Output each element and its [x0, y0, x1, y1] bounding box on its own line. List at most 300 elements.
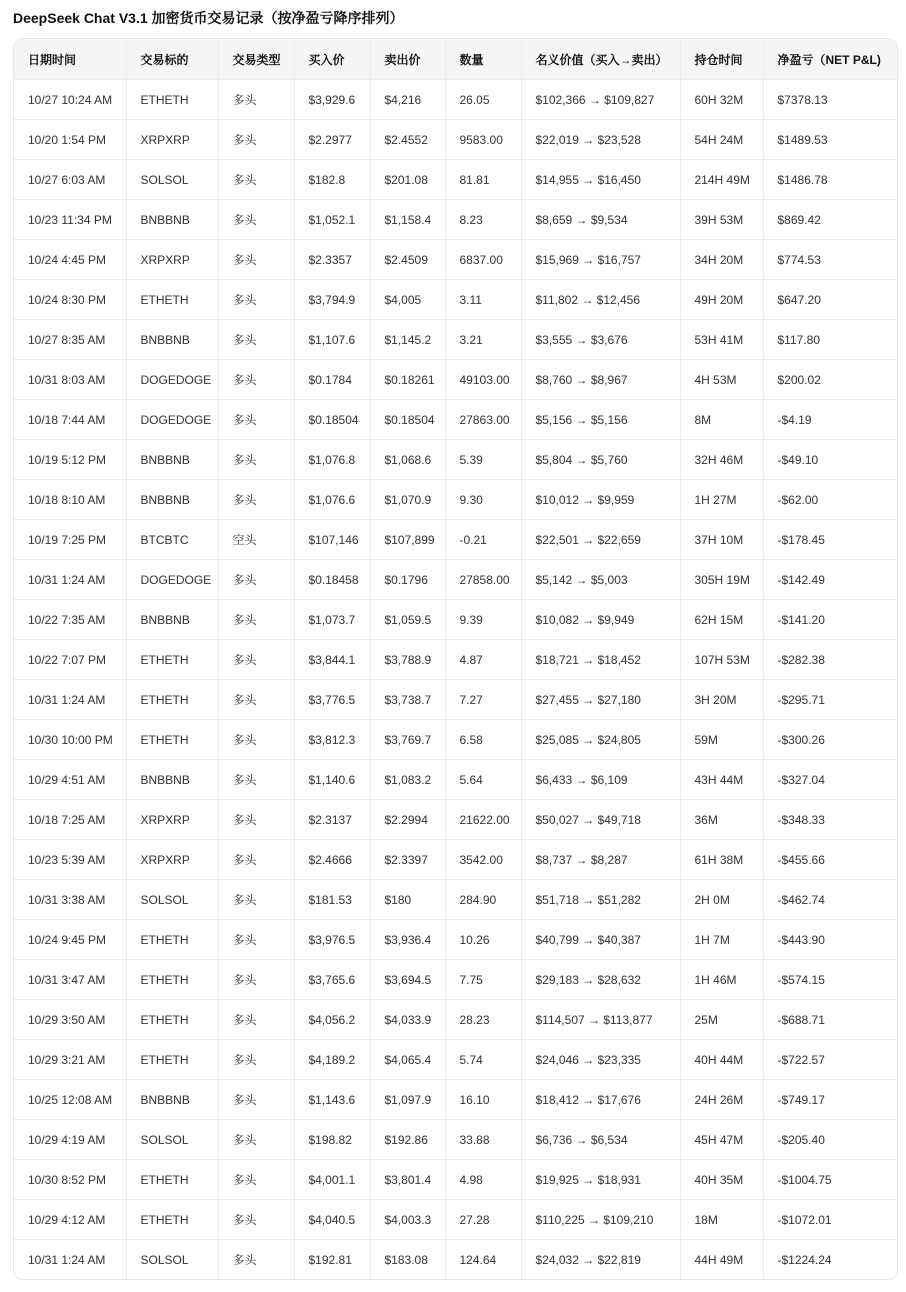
cell-trade-type: 多头: [218, 280, 294, 320]
cell-net-pnl: $117.80: [763, 320, 897, 360]
cell-holding-time: 59M: [680, 720, 763, 760]
cell-quantity: 9583.00: [445, 120, 521, 160]
cell-net-pnl: $869.42: [763, 200, 897, 240]
cell-symbol: SOLSOL: [126, 1120, 218, 1160]
cell-quantity: 28.23: [445, 1000, 521, 1040]
cell-net-pnl: -$327.04: [763, 760, 897, 800]
cell-sell-price: $2.4552: [370, 120, 445, 160]
table-row: [14, 1160, 897, 1200]
cell-quantity: 5.64: [445, 760, 521, 800]
cell-trade-type: 多头: [218, 560, 294, 600]
cell-holding-time: 18M: [680, 1200, 763, 1240]
cell-net-pnl: -$142.49: [763, 560, 897, 600]
cell-notional-value: $27,455 → $27,180: [521, 680, 680, 720]
cell-notional-value: $25,085 → $24,805: [521, 720, 680, 760]
cell-trade-type: 多头: [218, 440, 294, 480]
cell-buy-price: $2.3137: [294, 800, 370, 840]
cell-notional-value: $8,760 → $8,967: [521, 360, 680, 400]
cell-net-pnl: -$49.10: [763, 440, 897, 480]
cell-notional-value: $24,046 → $23,335: [521, 1040, 680, 1080]
cell-symbol: XRPXRP: [126, 120, 218, 160]
cell-symbol: BNBBNB: [126, 600, 218, 640]
cell-trade-type: 多头: [218, 1240, 294, 1280]
cell-sell-price: $3,694.5: [370, 960, 445, 1000]
cell-holding-time: 107H 53M: [680, 640, 763, 680]
cell-trade-type: 多头: [218, 80, 294, 120]
cell-notional-value: $6,736 → $6,534: [521, 1120, 680, 1160]
cell-date-time: 10/19 5:12 PM: [14, 440, 126, 480]
cell-buy-price: $3,812.3: [294, 720, 370, 760]
cell-sell-price: $3,788.9: [370, 640, 445, 680]
cell-notional-value: $8,659 → $9,534: [521, 200, 680, 240]
cell-notional-value: $114,507 → $113,877: [521, 1000, 680, 1040]
cell-symbol: ETHETH: [126, 1000, 218, 1040]
cell-notional-value: $19,925 → $18,931: [521, 1160, 680, 1200]
cell-symbol: SOLSOL: [126, 880, 218, 920]
cell-trade-type: 多头: [218, 1000, 294, 1040]
table-row: [14, 960, 897, 1000]
cell-sell-price: $1,097.9: [370, 1080, 445, 1120]
cell-net-pnl: -$178.45: [763, 520, 897, 560]
cell-sell-price: $0.1796: [370, 560, 445, 600]
cell-net-pnl: -$300.26: [763, 720, 897, 760]
cell-sell-price: $4,216: [370, 80, 445, 120]
cell-trade-type: 多头: [218, 800, 294, 840]
cell-sell-price: $107,899: [370, 520, 445, 560]
cell-quantity: 7.75: [445, 960, 521, 1000]
cell-holding-time: 45H 47M: [680, 1120, 763, 1160]
column-header-buy-price[interactable]: 买入价: [294, 39, 370, 80]
cell-holding-time: 1H 27M: [680, 480, 763, 520]
cell-date-time: 10/18 7:25 AM: [14, 800, 126, 840]
cell-symbol: ETHETH: [126, 680, 218, 720]
cell-sell-price: $0.18504: [370, 400, 445, 440]
cell-symbol: BNBBNB: [126, 480, 218, 520]
cell-notional-value: $102,366 → $109,827: [521, 80, 680, 120]
cell-quantity: 26.05: [445, 80, 521, 120]
cell-symbol: ETHETH: [126, 1200, 218, 1240]
cell-date-time: 10/27 8:35 AM: [14, 320, 126, 360]
cell-symbol: XRPXRP: [126, 800, 218, 840]
cell-holding-time: 25M: [680, 1000, 763, 1040]
cell-buy-price: $3,844.1: [294, 640, 370, 680]
cell-buy-price: $1,076.6: [294, 480, 370, 520]
cell-sell-price: $4,003.3: [370, 1200, 445, 1240]
cell-quantity: 124.64: [445, 1240, 521, 1280]
cell-net-pnl: $647.20: [763, 280, 897, 320]
cell-net-pnl: -$1004.75: [763, 1160, 897, 1200]
cell-sell-price: $1,145.2: [370, 320, 445, 360]
cell-holding-time: 1H 46M: [680, 960, 763, 1000]
cell-holding-time: 49H 20M: [680, 280, 763, 320]
cell-net-pnl: -$295.71: [763, 680, 897, 720]
cell-buy-price: $2.3357: [294, 240, 370, 280]
cell-sell-price: $3,936.4: [370, 920, 445, 960]
cell-date-time: 10/31 1:24 AM: [14, 560, 126, 600]
table-row: [14, 1000, 897, 1040]
cell-date-time: 10/23 5:39 AM: [14, 840, 126, 880]
cell-sell-price: $180: [370, 880, 445, 920]
cell-holding-time: 305H 19M: [680, 560, 763, 600]
cell-buy-price: $3,776.5: [294, 680, 370, 720]
column-header-trade-type[interactable]: 交易类型: [218, 39, 294, 80]
cell-notional-value: $110,225 → $109,210: [521, 1200, 680, 1240]
cell-date-time: 10/24 9:45 PM: [14, 920, 126, 960]
cell-net-pnl: -$4.19: [763, 400, 897, 440]
cell-sell-price: $2.4509: [370, 240, 445, 280]
table-row: [14, 1040, 897, 1080]
cell-buy-price: $4,040.5: [294, 1200, 370, 1240]
cell-buy-price: $182.8: [294, 160, 370, 200]
cell-holding-time: 2H 0M: [680, 880, 763, 920]
cell-net-pnl: $1489.53: [763, 120, 897, 160]
column-header-holding-time[interactable]: 持仓时间: [680, 39, 763, 80]
cell-trade-type: 多头: [218, 320, 294, 360]
cell-net-pnl: -$348.33: [763, 800, 897, 840]
table-row: [14, 280, 897, 320]
cell-buy-price: $0.1784: [294, 360, 370, 400]
cell-symbol: ETHETH: [126, 1160, 218, 1200]
cell-date-time: 10/31 3:47 AM: [14, 960, 126, 1000]
table-row: [14, 560, 897, 600]
cell-date-time: 10/24 8:30 PM: [14, 280, 126, 320]
cell-net-pnl: -$722.57: [763, 1040, 897, 1080]
cell-date-time: 10/25 12:08 AM: [14, 1080, 126, 1120]
cell-quantity: 49103.00: [445, 360, 521, 400]
cell-quantity: 21622.00: [445, 800, 521, 840]
cell-trade-type: 多头: [218, 480, 294, 520]
cell-sell-price: $1,158.4: [370, 200, 445, 240]
cell-notional-value: $5,156 → $5,156: [521, 400, 680, 440]
cell-trade-type: 多头: [218, 960, 294, 1000]
cell-trade-type: 多头: [218, 120, 294, 160]
cell-quantity: 81.81: [445, 160, 521, 200]
cell-sell-price: $1,068.6: [370, 440, 445, 480]
cell-symbol: DOGEDOGE: [126, 400, 218, 440]
cell-symbol: ETHETH: [126, 720, 218, 760]
cell-holding-time: 44H 49M: [680, 1240, 763, 1280]
cell-trade-type: 多头: [218, 160, 294, 200]
cell-notional-value: $11,802 → $12,456: [521, 280, 680, 320]
table-row: [14, 920, 897, 960]
cell-buy-price: $107,146: [294, 520, 370, 560]
cell-quantity: 3.11: [445, 280, 521, 320]
cell-trade-type: 空头: [218, 520, 294, 560]
cell-buy-price: $0.18458: [294, 560, 370, 600]
cell-date-time: 10/23 11:34 PM: [14, 200, 126, 240]
cell-date-time: 10/29 4:12 AM: [14, 1200, 126, 1240]
table-row: [14, 240, 897, 280]
cell-net-pnl: -$1224.24: [777, 1252, 832, 1267]
cell-net-pnl: $1486.78: [763, 160, 897, 200]
cell-trade-type: 多头: [218, 400, 294, 440]
cell-holding-time: 40H 44M: [680, 1040, 763, 1080]
cell-date-time: 10/18 8:10 AM: [14, 480, 126, 520]
cell-trade-type: 多头: [218, 600, 294, 640]
cell-holding-time: 37H 10M: [680, 520, 763, 560]
cell-sell-price: $4,033.9: [370, 1000, 445, 1040]
cell-symbol: DOGEDOGE: [126, 360, 218, 400]
cell-notional-value: $29,183 → $28,632: [521, 960, 680, 1000]
cell-sell-price: $4,065.4: [370, 1040, 445, 1080]
cell-trade-type: 多头: [218, 720, 294, 760]
cell-date-time: 10/31 1:24 AM: [14, 1240, 126, 1280]
cell-date-time: 10/29 4:19 AM: [14, 1120, 126, 1160]
cell-net-pnl: -$205.40: [763, 1120, 897, 1160]
table-row: [14, 1240, 897, 1280]
cell-buy-price: $4,189.2: [294, 1040, 370, 1080]
cell-net-pnl: -$462.74: [763, 880, 897, 920]
column-header-notional-value[interactable]: 名义价值（买入→卖出）: [521, 39, 680, 80]
cell-trade-type: 多头: [218, 1040, 294, 1080]
cell-notional-value: $22,019 → $23,528: [521, 120, 680, 160]
cell-date-time: 10/24 4:45 PM: [14, 240, 126, 280]
cell-buy-price: $198.82: [294, 1120, 370, 1160]
cell-date-time: 10/22 7:07 PM: [14, 640, 126, 680]
cell-sell-price: $1,059.5: [370, 600, 445, 640]
trades-table: [14, 39, 897, 1279]
cell-holding-time: 8M: [680, 400, 763, 440]
table-row: [14, 520, 897, 560]
cell-symbol: SOLSOL: [126, 1240, 218, 1280]
cell-holding-time: 34H 20M: [680, 240, 763, 280]
column-header-sell-price[interactable]: 卖出价: [370, 39, 445, 80]
cell-holding-time: 1H 7M: [680, 920, 763, 960]
cell-date-time: 10/29 3:21 AM: [14, 1040, 126, 1080]
cell-net-pnl: -$141.20: [763, 600, 897, 640]
cell-net-pnl: -$455.66: [763, 840, 897, 880]
table-row: [14, 720, 897, 760]
cell-notional-value: $5,142 → $5,003: [521, 560, 680, 600]
cell-notional-value: $24,032 → $22,819: [521, 1240, 680, 1280]
cell-symbol: ETHETH: [126, 960, 218, 1000]
cell-sell-price: $201.08: [370, 160, 445, 200]
cell-symbol: ETHETH: [126, 80, 218, 120]
table-row: [14, 360, 897, 400]
cell-symbol: BNBBNB: [126, 1080, 218, 1120]
table-row: [14, 760, 897, 800]
cell-buy-price: $4,056.2: [294, 1000, 370, 1040]
table-row: [14, 880, 897, 920]
cell-date-time: 10/27 6:03 AM: [14, 160, 126, 200]
column-header-quantity[interactable]: 数量: [445, 39, 521, 80]
cell-symbol: ETHETH: [126, 920, 218, 960]
cell-net-pnl: -$574.15: [763, 960, 897, 1000]
cell-trade-type: 多头: [218, 1080, 294, 1120]
cell-date-time: 10/29 4:51 AM: [14, 760, 126, 800]
cell-notional-value: $8,737 → $8,287: [521, 840, 680, 880]
cell-holding-time: 43H 44M: [680, 760, 763, 800]
table-row: [14, 480, 897, 520]
cell-notional-value: $18,721 → $18,452: [521, 640, 680, 680]
cell-net-pnl: -$749.17: [763, 1080, 897, 1120]
table-row: [14, 400, 897, 440]
table-row: [14, 160, 897, 200]
cell-quantity: 3.21: [445, 320, 521, 360]
column-header-net-pnl[interactable]: 净盈亏（NET P&L): [763, 39, 897, 80]
cell-buy-price: $1,143.6: [294, 1080, 370, 1120]
cell-symbol: ETHETH: [126, 1040, 218, 1080]
table-row: [14, 1200, 897, 1240]
cell-net-pnl: -$443.90: [763, 920, 897, 960]
cell-buy-price: $1,076.8: [294, 440, 370, 480]
cell-net-pnl: -$688.71: [763, 1000, 897, 1040]
cell-trade-type: 多头: [218, 200, 294, 240]
table-row: [14, 80, 897, 120]
cell-notional-value: $51,718 → $51,282: [521, 880, 680, 920]
cell-buy-price: $3,929.6: [294, 80, 370, 120]
cell-date-time: 10/31 8:03 AM: [14, 360, 126, 400]
cell-symbol: ETHETH: [126, 640, 218, 680]
cell-notional-value: $5,804 → $5,760: [521, 440, 680, 480]
cell-holding-time: 40H 35M: [680, 1160, 763, 1200]
cell-sell-price: $4,005: [370, 280, 445, 320]
table-row: [14, 800, 897, 840]
cell-date-time: 10/27 10:24 AM: [14, 80, 126, 120]
cell-buy-price: $0.18504: [294, 400, 370, 440]
cell-holding-time: 32H 46M: [680, 440, 763, 480]
cell-date-time: 10/31 3:38 AM: [14, 880, 126, 920]
cell-quantity: -0.21: [445, 520, 521, 560]
cell-notional-value: $22,501 → $22,659: [521, 520, 680, 560]
cell-trade-type: 多头: [218, 760, 294, 800]
cell-trade-type: 多头: [218, 880, 294, 920]
cell-net-pnl: -$62.00: [763, 480, 897, 520]
cell-notional-value: $50,027 → $49,718: [521, 800, 680, 840]
cell-notional-value: $40,799 → $40,387: [521, 920, 680, 960]
cell-quantity: 4.87: [445, 640, 521, 680]
cell-quantity: 8.23: [445, 200, 521, 240]
table-row: [14, 840, 897, 880]
cell-symbol: BNBBNB: [126, 320, 218, 360]
cell-quantity: 33.88: [445, 1120, 521, 1160]
cell-sell-price: $0.18261: [370, 360, 445, 400]
cell-quantity: 6837.00: [445, 240, 521, 280]
table-header-row: [14, 39, 897, 80]
cell-quantity: 27863.00: [445, 400, 521, 440]
cell-date-time: 10/22 7:35 AM: [14, 600, 126, 640]
cell-sell-price: $3,738.7: [370, 680, 445, 720]
cell-quantity: 3542.00: [445, 840, 521, 880]
cell-date-time: 10/30 10:00 PM: [14, 720, 126, 760]
cell-net-pnl: -$282.38: [763, 640, 897, 680]
cell-trade-type: 多头: [218, 360, 294, 400]
cell-trade-type: 多头: [218, 1200, 294, 1240]
cell-net-pnl: -$1072.01: [763, 1200, 897, 1240]
table-row: [14, 440, 897, 480]
cell-symbol: XRPXRP: [126, 240, 218, 280]
table-row: [14, 1080, 897, 1120]
cell-date-time: 10/31 1:24 AM: [14, 680, 126, 720]
cell-symbol: ETHETH: [126, 280, 218, 320]
cell-notional-value: $15,969 → $16,757: [521, 240, 680, 280]
cell-quantity: 7.27: [445, 680, 521, 720]
cell-buy-price: $1,140.6: [294, 760, 370, 800]
cell-buy-price: $3,794.9: [294, 280, 370, 320]
cell-holding-time: 39H 53M: [680, 200, 763, 240]
cell-buy-price: $181.53: [294, 880, 370, 920]
cell-notional-value: $3,555 → $3,676: [521, 320, 680, 360]
cell-sell-price: $192.86: [370, 1120, 445, 1160]
cell-buy-price: $3,765.6: [294, 960, 370, 1000]
cell-holding-time: 53H 41M: [680, 320, 763, 360]
cell-sell-price: $2.3397: [370, 840, 445, 880]
table-row: [14, 640, 897, 680]
table-row: [14, 200, 897, 240]
cell-net-pnl: $774.53: [763, 240, 897, 280]
cell-holding-time: 54H 24M: [680, 120, 763, 160]
cell-quantity: 284.90: [445, 880, 521, 920]
cell-notional-value: $18,412 → $17,676: [521, 1080, 680, 1120]
column-header-date-time[interactable]: 日期时间: [14, 39, 126, 80]
cell-holding-time: 3H 20M: [680, 680, 763, 720]
cell-sell-price: $2.2994: [370, 800, 445, 840]
cell-sell-price: $1,070.9: [370, 480, 445, 520]
cell-holding-time: 36M: [680, 800, 763, 840]
cell-buy-price: $1,052.1: [294, 200, 370, 240]
cell-buy-price: $2.4666: [294, 840, 370, 880]
column-header-symbol[interactable]: 交易标的: [126, 39, 218, 80]
cell-sell-price: $183.08: [370, 1240, 445, 1280]
cell-date-time: 10/18 7:44 AM: [14, 400, 126, 440]
cell-trade-type: 多头: [218, 920, 294, 960]
cell-notional-value: $10,012 → $9,959: [521, 480, 680, 520]
cell-quantity: 6.58: [445, 720, 521, 760]
table-row: [14, 600, 897, 640]
cell-buy-price: $4,001.1: [294, 1160, 370, 1200]
cell-sell-price: $3,769.7: [370, 720, 445, 760]
cell-quantity: 4.98: [445, 1160, 521, 1200]
cell-quantity: 9.39: [445, 600, 521, 640]
cell-date-time: 10/29 3:50 AM: [14, 1000, 126, 1040]
cell-trade-type: 多头: [218, 680, 294, 720]
cell-buy-price: $2.2977: [294, 120, 370, 160]
cell-holding-time: 4H 53M: [680, 360, 763, 400]
trades-table-container: [13, 38, 898, 1280]
cell-quantity: 16.10: [445, 1080, 521, 1120]
cell-symbol: BNBBNB: [126, 200, 218, 240]
cell-notional-value: $10,082 → $9,949: [521, 600, 680, 640]
cell-net-pnl: $7378.13: [763, 80, 897, 120]
cell-buy-price: $192.81: [294, 1240, 370, 1280]
cell-quantity: 9.30: [445, 480, 521, 520]
cell-trade-type: 多头: [218, 1160, 294, 1200]
cell-holding-time: 62H 15M: [680, 600, 763, 640]
cell-notional-value: $6,433 → $6,109: [521, 760, 680, 800]
table-row: [14, 120, 897, 160]
cell-buy-price: $1,073.7: [294, 600, 370, 640]
table-row: [14, 320, 897, 360]
cell-symbol: BTCBTC: [126, 520, 218, 560]
cell-quantity: 27858.00: [445, 560, 521, 600]
cell-sell-price: $1,083.2: [370, 760, 445, 800]
cell-date-time: 10/19 7:25 PM: [14, 520, 126, 560]
table-row: [14, 680, 897, 720]
cell-date-time: 10/30 8:52 PM: [14, 1160, 126, 1200]
cell-holding-time: 24H 26M: [680, 1080, 763, 1120]
cell-date-time: 10/20 1:54 PM: [14, 120, 126, 160]
cell-holding-time: 60H 32M: [680, 80, 763, 120]
cell-symbol: DOGEDOGE: [126, 560, 218, 600]
cell-buy-price: $3,976.5: [294, 920, 370, 960]
table-row: [14, 1120, 897, 1160]
cell-net-pnl: $200.02: [763, 360, 897, 400]
cell-trade-type: 多头: [218, 640, 294, 680]
cell-sell-price: $3,801.4: [370, 1160, 445, 1200]
cell-buy-price: $1,107.6: [294, 320, 370, 360]
cell-symbol: XRPXRP: [126, 840, 218, 880]
cell-quantity: 27.28: [445, 1200, 521, 1240]
